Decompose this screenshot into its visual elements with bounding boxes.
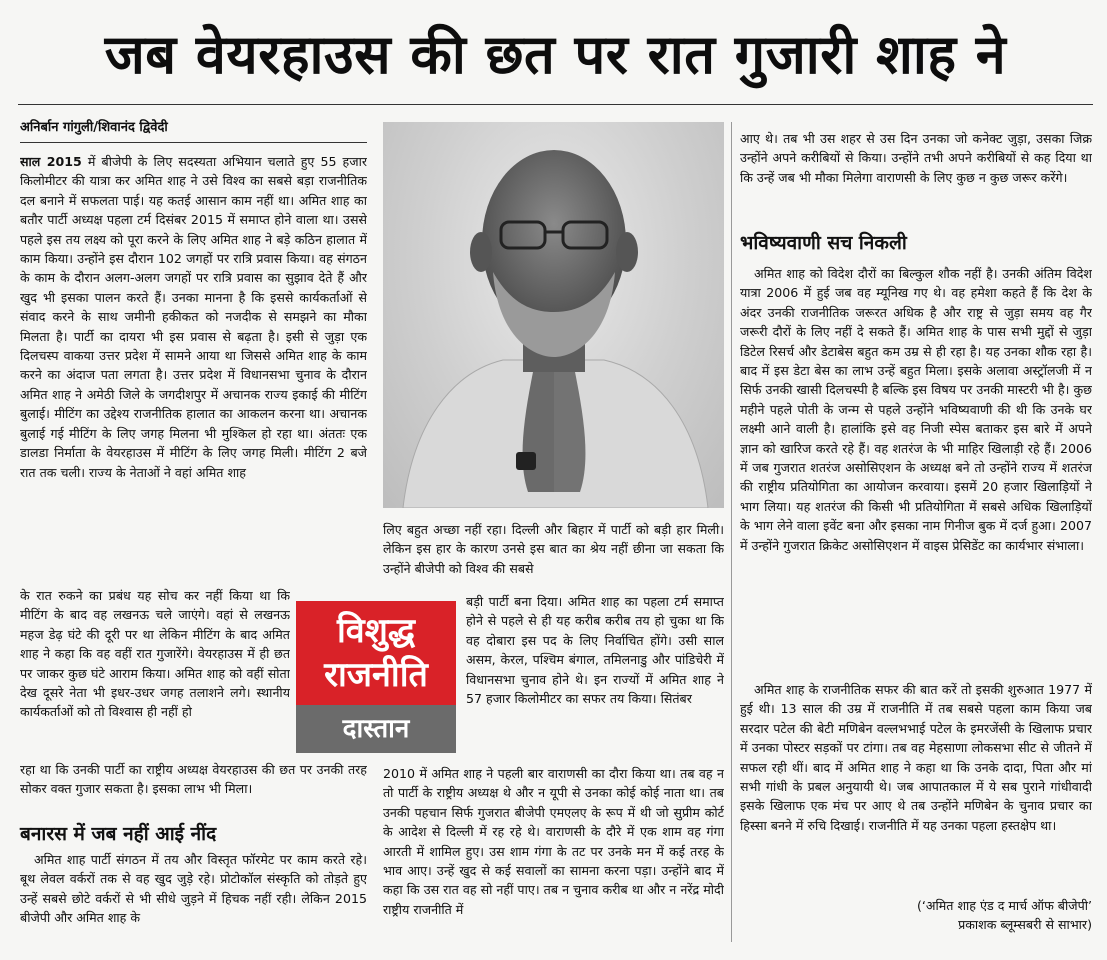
paragraph: में बीजेपी के लिए सदस्यता अभियान चलाते हुए 55 हजार किलोमीटर की यात्रा कर अमित शाह ने उसे विश्व का सबसे बड़ा राजनीतिक दल बनाने में सफलता पाई। यह कतई आसान काम नहीं था। अमित शाह का बतौर पार्टी अध्यक्ष पहला टर्म दिसंबर 2015 में समाप्त होने वाला था। उससे पहले इस तय लक्ष्य को पूरा करने के लिए अमित शाह ने बड़े कठिन हालात में काम किया। उन्होंने इस दौरान 102 जगहों पर रात्रि प्रवास किया। वह संगठन के काम के दौरान अलग-अलग जगहों पर रात्रि प्रवास का सुझाव देते हैं और खुद भी इसका पालन करते हैं। उनका मानना है कि इससे कार्यकर्ताओं से संवाद करने के साथ जमीनी हकीकत को नजदीक से समझने का मौका मिलता है। पार्टी का दायरा भी इस प्रवास से बढ़ता है। इसी से जुड़ा एक दिलचस्प वाकया उत्तर प्रदेश में सामने आया था जिससे अमित शाह के काम करने का अंदाज पता लगता है। उत्तर प्रदेश में विधानसभा चुनाव के दौरान अमित शाह ने अमेठी जिले के जगदीशपुर में अचानक राज्य इकाई की मीटिंग बुलाई। मीटिंग का उद्देश्य राजनीतिक हालात का आकलन करना था। अचानक बुलाई गई मीटिंग के लिए जगह मिलना भी मुश्किल हो रहा था। अंततः एक डालडा निर्माता के वेयरहाउस में मीटिंग के लिए जगह मिली। मीटिंग 2 बजे रात तक चली। राज्य के नेताओं ने वहां अमित शाह (20, 154, 367, 480)
paragraph: लिए बहुत अच्छा नहीं रहा। दिल्ली और बिहार में पार्टी को बड़ी हार मिली। लेकिन इस हार के कारण उनसे इस बात का श्रेय नहीं छीना जा सकता कि उन्होंने बीजेपी को विश्व की सबसे (383, 522, 724, 576)
column-divider (731, 122, 732, 942)
portrait-illustration (383, 122, 724, 508)
credit-line-2: प्रकाशक ब्लूम्सबरी से साभार) (958, 917, 1092, 933)
series-badge (296, 601, 456, 753)
column-3-top (740, 129, 1092, 219)
column-3-middle (740, 264, 1092, 676)
byline-rule (20, 142, 367, 143)
subheading-banaras: बनारस में जब नहीं आई नींद (20, 823, 217, 845)
headline: जब वेयरहाउस की छत पर रात गुजारी शाह ने (104, 23, 1007, 86)
paragraph: अमित शाह पार्टी संगठन में तय और विस्तृत फॉरमेट पर काम करते रहे। बूथ लेवल वर्करों तक से वह खुद जुड़े रहे। प्रोटोकॉल संस्कृति को तोड़ते हुए उन्हें सबसे छोटे वर्करों से भी सीधे जुड़ने में हिचक नहीं रही। लेकिन 2015 बीजेपी और अमित शाह के (20, 852, 367, 926)
column-3-bottom (740, 680, 1092, 894)
paragraph: अमित शाह को विदेश दौरों का बिल्कुल शौक नहीं है। उनकी अंतिम विदेश यात्रा 2006 में हुई जब वह म्यूनिख गए थे। वह हमेशा कहते हैं कि देश के अंदर उनकी राजनीतिक जरूरत अधिक है और राष्ट्र से जुड़ा समय वह गैर जरूरी दौरों के लिए नहीं दे सकते हैं। अमित शाह के पास सभी मुद्दों से जुड़ा डिटेल रिसर्च और डेटाबेस बहुत कम उम्र से ही रहा है। यह उनका शौक रहा है। बाद में इस डेटा बेस का लाभ उन्हें बहुत मिला। इसके अलावा अस्ट्रॉलजी में न सिर्फ उनकी खासी दिलचस्पी है बल्कि इस विषय पर उनकी मास्टरी भी है। कुछ महीने पहले पोती के जन्म से पहले उन्होंने भविष्यवाणी की थी कि उनके घर लक्ष्मी आने वाली है। हालांकि इसे वह निजी स्पेस बताकर इस बारे में अपने ज्ञान को खारिज करते रहे हैं। वह शतरंज के भी माहिर खिलाड़ी रहे हैं। 2006 में जब गुजरात शतरंज असोसिएशन के अध्यक्ष बने तो उन्होंने राज्य में शतरंज की राष्ट्रीय प्रतियोगिता का आयोजन करवाया। इसमें 20 हजार खिलाड़ियों ने भाग लिया। यह शतरंज की किसी भी प्रतियोगिता में सबसे अधिक खिलाड़ियों के भाग लेने वाला इवेंट बना और इसका नाम गिनीज बुक में दर्ज हुआ। 2007 में उन्होंने गुजरात क्रिकेट असोसिएशन में वाइस प्रेसिडेंट का कार्यभार संभाला। (740, 266, 1092, 553)
paragraph: आए थे। तब भी उस शहर से उस दिन उनका जो कनेक्ट जुड़ा, उसका जिक्र उन्होंने अपने करीबियों से किया। उन्होंने तभी अपने करीबियों से कह दिया था कि उन्हें जब भी मौका मिलेगा वाराणसी के लिए कुछ न कुछ जरूर करेंगे। (740, 131, 1092, 185)
column-1-wrap (20, 586, 290, 756)
column-2-bottom (383, 764, 724, 944)
column-2-wrap (466, 592, 724, 762)
column-1-top (20, 152, 367, 582)
badge-line-1: विशुद्ध (337, 611, 415, 651)
column-1-continue (20, 760, 367, 808)
credit-line-1: (‘अमित शाह एंड द मार्च ऑफ बीजेपी’ (916, 898, 1092, 913)
lead-in: साल 2015 (20, 154, 82, 169)
paragraph: अमित शाह के राजनीतिक सफर की बात करें तो इसकी शुरुआत 1977 में हुई थी। 13 साल की उम्र में राजनीति में तब सबसे पहला काम किया जब सरदार पटेल की बेटी मणिबेन वल्लभभाई पटेल के इमरजेंसी के खिलाफ प्रचार में उनका पोस्टर सड़कों पर टांगा। तब वह मेहसाणा लोकसभा सीट से जीतने में सफल रही थीं। बाद में अमित शाह ने कहा था कि उनके दादा, पिता और मां सभी गांधी के प्रबल अनुयायी थे। जब आपातकाल में ये सब पुराने गांधीवादी इसके खिलाफ एक मंच पर आए थे तब उन्होंने मणिबेन के चुनाव प्रचार का हिस्सा बनने में रुचि दिखाई। राजनीति में यह उनका पहला हस्तक्षेप था। (740, 682, 1092, 833)
paragraph: बड़ी पार्टी बना दिया। अमित शाह का पहला टर्म समाप्त होने से पहले से ही यह करीब करीब तय हो चुका था कि वह दोबारा इस पद के लिए निर्वाचित होंगे। उसी साल असम, केरल, पश्चिम बंगाल, तमिलनाडु और पांडिचेरी में विधानसभा चुनाव होने थे। इन राज्यों में अमित शाह ने 57 हजार किलोमीटर का सफर तय किया। सितंबर (466, 594, 724, 707)
badge-line-3: दास्तान (296, 705, 456, 753)
column-1-bottom (20, 850, 367, 945)
paragraph: 2010 में अमित शाह ने पहली बार वाराणसी का दौरा किया था। तब वह न तो पार्टी के राष्ट्रीय अध्यक्ष थे और न यूपी से उनका कोई कोई नाता था। तब उनकी पहचान सिर्फ गुजरात बीजेपी एमएलए के रूप में थी जो सुप्रीम कोर्ट के आदेश से दिल्ली में रह रहे थे। वाराणसी के दौरे में एक शाम वह गंगा आरती में शामिल हुए। उस शाम गंगा के तट पर उनके मन में कई तरह के भाव आए। उन्हें खुद से कई सवालों का सामना करना पड़ा। उन्होंने बाद में कहा कि उस रात वह सो नहीं पाए। तब न चुनाव करीब था और न नरेंद्र मोदी राष्ट्रीय राजनीति में (383, 766, 724, 917)
book-credit (740, 896, 1092, 935)
byline: अनिर्बान गांगुली/शिवानंद द्विवेदी (20, 120, 168, 135)
subheading-prediction: भविष्यवाणी सच निकली (740, 232, 907, 254)
paragraph: के रात रुकने का प्रबंध यह सोच कर नहीं किया था कि मीटिंग के बाद वह लखनऊ चले जाएंगे। वहां से लखनऊ महज डेढ़ घंटे की दूरी पर था लेकिन मीटिंग के बाद अमित शाह ने कहा कि वह वहीं रात गुजारेंगे। वेयरहाउस में ही छत पर जाकर कुछ घंटे आराम किया। अमित शाह को वहीं सोता देख दूसरे नेता भी इधर-उधर जगह तलाशने लगे। स्थानीय कार्यकर्ताओं को तो विश्वास ही नहीं हो (20, 588, 290, 720)
badge-line-2: राजनीति (324, 655, 428, 695)
paragraph: रहा था कि उनकी पार्टी का राष्ट्रीय अध्यक्ष वेयरहाउस की छत पर उनकी तरह सोकर वक्त गुजार सकता है। इसका लाभ भी मिला। (20, 762, 367, 797)
column-2-top (383, 520, 724, 592)
headline-rule (18, 104, 1093, 105)
portrait-photo (383, 122, 724, 508)
